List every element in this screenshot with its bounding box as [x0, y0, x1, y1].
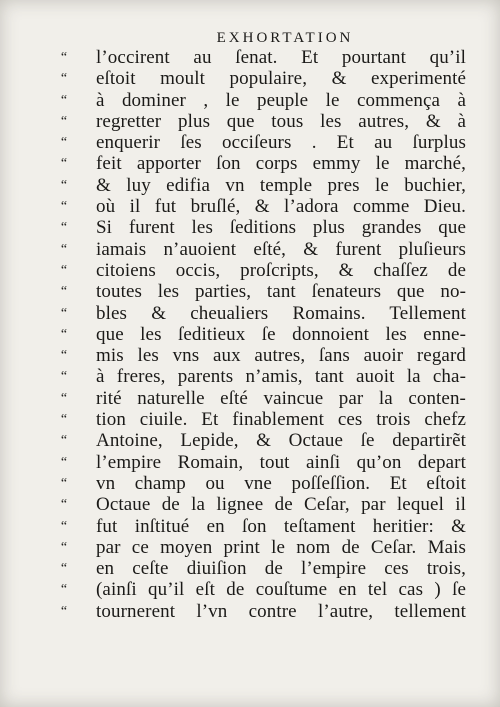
text-line — [60, 153, 466, 175]
text-line — [60, 323, 466, 345]
text-line — [60, 281, 466, 303]
marginal-quote-mark: “ — [60, 135, 68, 151]
line-text: Octaue de la lignee de Ceſar, par lequel il — [96, 494, 466, 516]
marginal-quote-mark: “ — [60, 220, 68, 236]
marginal-quote-mark: “ — [60, 262, 68, 278]
text-block — [60, 47, 466, 622]
marginal-quote-mark: “ — [60, 177, 68, 193]
line-text: iamais n’auoient eſté, & furent pluſieurs — [96, 238, 466, 260]
marginal-quote-mark: “ — [60, 390, 68, 406]
text-line — [60, 536, 466, 558]
line-text: rité naturelle eſté vaincue par la conten- — [96, 387, 466, 409]
line-text: citoiens occis, proſcripts, & chaſſez de — [96, 259, 466, 281]
marginal-quote-mark: “ — [60, 369, 68, 385]
line-text: fut inſtitué en ſon teſtament heritier: & — [96, 515, 466, 537]
text-line — [60, 579, 466, 601]
marginal-quote-mark: “ — [60, 326, 68, 342]
text-line — [60, 259, 466, 281]
text-line — [60, 217, 466, 239]
line-text: bles & cheualiers Romains. Tellement — [96, 302, 466, 324]
line-text: à dominer , le peuple le commença à — [96, 89, 466, 111]
running-head: EXHORTATION — [216, 30, 354, 46]
text-line — [60, 494, 466, 516]
marginal-quote-mark: “ — [60, 92, 68, 108]
marginal-quote-mark: “ — [60, 241, 68, 257]
marginal-quote-mark: “ — [60, 475, 68, 491]
line-text: tion ciuile. Et finablement ces trois chefz — [96, 409, 466, 431]
text-line — [60, 196, 466, 218]
line-text: enquerir ſes occiſeurs . Et au ſurplus — [96, 132, 466, 154]
marginal-quote-mark: “ — [60, 603, 68, 619]
line-text: en ceſte diuiſion de l’empire ces trois, — [96, 558, 466, 580]
text-line — [60, 472, 466, 494]
marginal-quote-mark: “ — [60, 50, 68, 65]
marginal-quote-mark: “ — [60, 582, 68, 598]
line-text: feit apporter ſon corps emmy le marché, — [96, 153, 466, 175]
marginal-quote-mark: “ — [60, 348, 68, 364]
marginal-quote-mark: “ — [60, 71, 68, 87]
marginal-quote-mark: “ — [60, 518, 68, 534]
line-text: (ainſi qu’il eſt de couſtume en tel cas ) ſe — [96, 579, 466, 601]
text-line — [60, 174, 466, 196]
text-line — [60, 47, 466, 68]
text-line — [60, 345, 466, 367]
text-line — [60, 600, 466, 622]
line-text: où il fut bruſlé, & l’adora comme Dieu. — [96, 196, 466, 218]
marginal-quote-mark: “ — [60, 412, 68, 428]
text-line — [60, 387, 466, 409]
line-text: l’occirent au ſenat. Et pourtant qu’il — [96, 47, 466, 68]
marginal-quote-mark: “ — [60, 454, 68, 470]
line-text: tournerent l’vn contre l’autre, tellement — [96, 600, 466, 622]
text-line — [60, 110, 466, 132]
text-line — [60, 430, 466, 452]
line-text: à freres, parents n’amis, tant auoit la cha- — [96, 366, 466, 388]
line-text: Antoine, Lepide, & Octaue ſe departirẽt — [96, 430, 466, 452]
marginal-quote-mark: “ — [60, 561, 68, 577]
marginal-quote-mark: “ — [60, 113, 68, 129]
line-text: regretter plus que tous les autres, & à — [96, 110, 466, 132]
text-line — [60, 68, 466, 90]
marginal-quote-mark: “ — [60, 305, 68, 321]
text-line — [60, 89, 466, 111]
text-line — [60, 558, 466, 580]
line-text: mis les vns aux autres, ſans auoir regard — [96, 345, 466, 367]
text-line — [60, 302, 466, 324]
line-text: vn champ ou vne poſſeſſion. Et eſtoit — [96, 472, 466, 494]
line-text: eſtoit moult populaire, & experimenté — [96, 68, 466, 90]
line-text: Si furent les ſeditions plus grandes que — [96, 217, 466, 239]
marginal-quote-mark: “ — [60, 199, 68, 215]
marginal-quote-mark: “ — [60, 156, 68, 172]
text-line — [60, 366, 466, 388]
marginal-quote-mark: “ — [60, 497, 68, 513]
text-line — [60, 238, 466, 260]
text-line — [60, 451, 466, 473]
line-text: & luy edifia vn temple pres le buchier, — [96, 174, 466, 196]
text-line — [60, 132, 466, 154]
line-text: par ce moyen print le nom de Ceſar. Mais — [96, 536, 466, 558]
marginal-quote-mark: “ — [60, 433, 68, 449]
line-text: toutes les parties, tant ſenateurs que no- — [96, 281, 466, 303]
marginal-quote-mark: “ — [60, 284, 68, 300]
line-text: l’empire Romain, tout ainſi qu’on depart — [96, 451, 466, 473]
line-text: que les ſeditieux ſe donnoient les enne- — [96, 323, 466, 345]
marginal-quote-mark: “ — [60, 539, 68, 555]
text-line — [60, 515, 466, 537]
text-line — [60, 409, 466, 431]
